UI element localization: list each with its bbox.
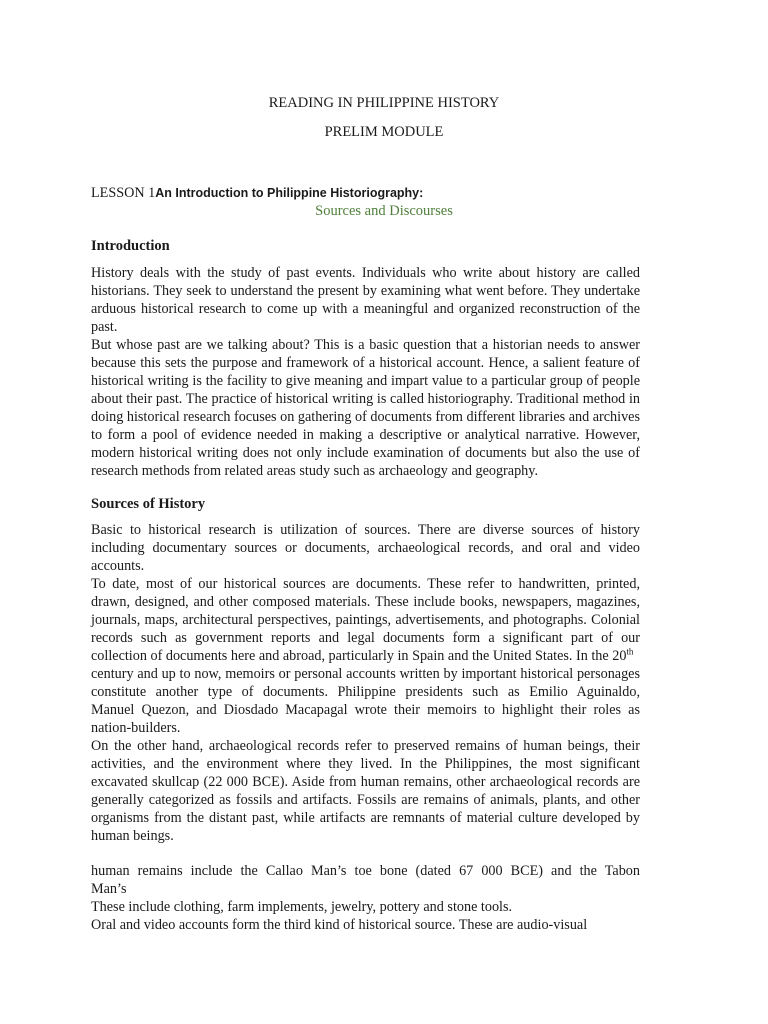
module-label: PRELIM MODULE [324,124,444,140]
paragraph-line: nation-builders. [91,720,181,736]
paragraph-line: doing historical research focuses on gathering of documents from different libraries and archives [91,409,640,425]
paragraph-line: Man’s [91,881,127,897]
paragraph-line: journals, maps, architectural perspectives, paintings, advertisements, and photographs. Colonial [91,612,640,628]
paragraph-line: organisms from the distant past, while artifacts are remnants of material culture developed by [91,810,640,826]
paragraph-line: including documentary sources or documents, archaeological records, and oral and video [91,540,640,556]
paragraph-line: On the other hand, archaeological records refer to preserved remains of human beings, their [91,738,640,754]
paragraph-line: historical writing is the facility to give meaning and impart value to a particular group of people [91,373,640,389]
paragraph-line: past. [91,319,118,335]
paragraph-line: drawn, designed, and other composed materials. These include books, newspapers, magazines, [91,594,640,610]
introduction-heading: Introduction [91,238,170,254]
paragraph-line: constitute another type of documents. Philippine presidents such as Emilio Aguinaldo, [91,684,640,700]
paragraph-line: human beings. [91,828,174,844]
paragraph-line: about their past. The practice of historical writing is called historiography. Traditional method in [91,391,640,407]
paragraph-line [91,647,633,665]
paragraph-line-text: collection of documents here and abroad, particularly in Spain and the United States. In the 20 [91,648,627,664]
paragraph-line: Basic to historical research is utilization of sources. There are diverse sources of history [91,522,640,538]
paragraph-line: excavated skullcap (22 000 BCE). Aside from human remains, other archaeological records are [91,774,640,790]
paragraph-line: historians. They seek to understand the present by examining what went before. They undertake [91,283,640,299]
lesson-heading [91,184,423,202]
sources-heading: Sources of History [91,496,206,512]
paragraph-line: because this sets the purpose and framework of a historical account. Hence, a salient feature of [91,355,640,371]
paragraph-line: human remains include the Callao Man’s toe bone (dated 67 000 BCE) and the Tabon [91,863,640,879]
paragraph-line: To date, most of our historical sources are documents. These refer to handwritten, printed, [91,576,640,592]
paragraph-line: History deals with the study of past events. Individuals who write about history are called [91,265,640,281]
paragraph-line: These include clothing, farm implements, jewelry, pottery and stone tools. [91,899,513,915]
paragraph-line: modern historical writing does not only include examination of documents but also the use of [91,445,640,461]
paragraph-line: records such as government reports and legal documents form a significant part of our [91,630,640,646]
lesson-title: An Introduction to Philippine Historiography: [155,186,424,200]
paragraph-line: Manuel Quezon, and Diosdado Macapagal wrote their memoirs to highlight their roles as [91,702,640,718]
paragraph-line: generally categorized as fossils and artifacts. Fossils are remains of animals, plants, and other [91,792,640,808]
paragraph-line: activities, and the environment where they lived. In the Philippines, the most significant [91,756,640,772]
paragraph-line: But whose past are we talking about? This is a basic question that a historian needs to answer [91,337,640,353]
paragraph-line: research methods from related areas study such as archaeology and geography. [91,463,538,479]
ordinal-superscript: th [626,646,634,657]
lesson-subtitle: Sources and Discourses [315,203,453,219]
paragraph-line: to form a pool of evidence needed in making a descriptive or analytical narrative. However, [91,427,640,443]
document-title: READING IN PHILIPPINE HISTORY [268,95,500,111]
paragraph-line: century and up to now, memoirs or personal accounts written by important historical personages [91,666,640,682]
paragraph-line: arduous historical research to come up with a meaningful and organized reconstruction of the [91,301,640,317]
lesson-number: LESSON 1 [91,185,156,201]
paragraph-line: Oral and video accounts form the third kind of historical source. These are audio-visual [91,917,588,933]
paragraph-line: accounts. [91,558,145,574]
